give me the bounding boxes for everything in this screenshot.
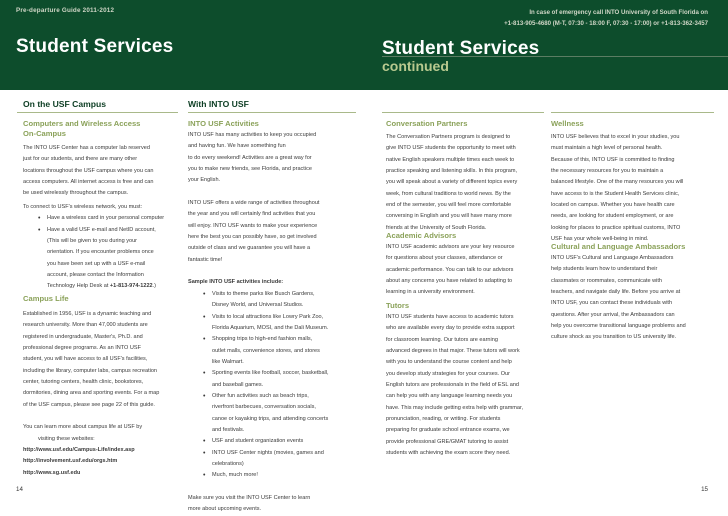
text-line: Established in 1956, USF is a dynamic teaching and bbox=[23, 311, 152, 317]
text-line: with you to understand the course content and help bbox=[386, 359, 512, 366]
text-line: practice speaking and listening skills. In this program, bbox=[386, 168, 518, 175]
bullet-item: • Much, much more! bbox=[188, 470, 364, 481]
text-line: academic performance. You can talk to our advisors bbox=[386, 266, 514, 273]
text-line: must maintain a high level of personal health. bbox=[551, 145, 663, 152]
computers-heading bbox=[23, 119, 140, 139]
bullet-item: • Have a wireless card in your personal computer bbox=[23, 213, 183, 224]
text-line: (This will be given to you during your bbox=[47, 238, 138, 245]
text-line: INTO USF believes that to excel in your studies, you bbox=[551, 134, 680, 140]
text-line: you to make new friends, see Florida, and practice bbox=[188, 166, 312, 173]
emergency-line-2: +1-813-905-4680 (M-T, 07:30 - 18:00 F, 07:30 - 17:00) or +1-813-362-3457 bbox=[504, 20, 708, 27]
text-line: classmates or roommates, communicate with bbox=[551, 277, 662, 284]
bullet-item: • Have a valid USF e-mail and NetID account, bbox=[23, 225, 183, 236]
guide-title: Pre-departure Guide 2011-2012 bbox=[16, 7, 115, 14]
text-line: have access to is the Student Health Services clinic, bbox=[551, 190, 680, 197]
text-line: advanced degrees in that major. These tutors will work bbox=[386, 348, 520, 355]
text-fragment: .) bbox=[152, 283, 157, 290]
computers-heading-line2: On-Campus bbox=[23, 129, 67, 138]
text-line: Because of this, INTO USF is committed to finding bbox=[551, 156, 675, 163]
text-line: just for our students, and there are many other bbox=[23, 156, 138, 163]
text-line: English tutors are professionals in the field of ESL and bbox=[386, 382, 519, 389]
text-line bbox=[23, 281, 183, 292]
section-rule bbox=[382, 112, 544, 113]
text-line: help students learn how to understand their bbox=[551, 266, 658, 273]
tutors-heading: Tutors bbox=[386, 301, 410, 310]
text-line: will enjoy. INTO USF wants to make your experience bbox=[188, 222, 318, 229]
text-line: access computers. All internet access is free and can bbox=[23, 179, 154, 186]
text-line: outside of class and we guarantee you will have a bbox=[188, 245, 311, 252]
campus-life-link[interactable]: http://www.usf.edu/Campus-Life/index.asp bbox=[23, 447, 135, 454]
bullet-item: • Shopping trips to high-end fashion malls, bbox=[188, 334, 364, 345]
text-line: Make sure you visit the INTO USF Center to learn bbox=[188, 495, 311, 501]
text-line: students with achieving the exam score they need. bbox=[386, 450, 511, 457]
text-line: INTO USF academic advisors are your key resource bbox=[386, 244, 515, 250]
text-line: needs, are looking for student employment, or are bbox=[551, 213, 674, 220]
text-line: balanced lifestyle. One of the many resources you will bbox=[551, 179, 684, 186]
text-line: research university. More than 47,000 students are bbox=[23, 322, 148, 329]
wellness-heading: Wellness bbox=[551, 119, 584, 128]
text-line: end of the semester, you will feel more comfortable bbox=[386, 202, 512, 209]
campus-life-heading: Campus Life bbox=[23, 294, 69, 303]
academic-advisors-body bbox=[386, 242, 556, 299]
text-line: located on campus. Whether you have health care bbox=[551, 202, 675, 209]
text-line: fantastic time! bbox=[188, 256, 223, 263]
text-line: culture shock as you transition to US university life. bbox=[551, 334, 677, 341]
text-line: you will speak about a variety of different topics every bbox=[386, 179, 518, 186]
right-page-subtitle: continued bbox=[382, 58, 449, 74]
text-line: you have been set up with a USF e-mail bbox=[47, 260, 146, 267]
help-desk-phone: +1-813-974-1222 bbox=[109, 283, 153, 290]
computers-heading-line1: Computers and Wireless Access bbox=[23, 119, 141, 128]
text-line: week, from cultural traditions to world news. By the bbox=[386, 190, 511, 197]
text-line: registered in undergraduate, Master's, Ph.D. and bbox=[23, 333, 143, 340]
text-line: professional degree programs. As an INTO USF bbox=[23, 345, 141, 352]
computers-body bbox=[23, 143, 183, 200]
section-rule bbox=[551, 112, 714, 113]
text-line: to do every weekend! Activities are a great way for bbox=[188, 154, 312, 161]
text-line: dormitories, dining area and sporting events. For a map bbox=[23, 390, 160, 397]
text-line: INTO USF, you can contact these individuals with bbox=[551, 300, 673, 307]
text-line: provide professional GRE/GMAT tutoring to assist bbox=[386, 438, 509, 445]
tutors-body bbox=[386, 312, 556, 459]
text-line: USF has your whole well-being in mind. bbox=[551, 236, 649, 243]
involvement-link[interactable]: http://involvement.usf.edu/orgs.htm bbox=[23, 458, 118, 465]
sample-activities-heading: Sample INTO USF activities include: bbox=[188, 279, 284, 286]
bullet-item: • Sporting events like football, soccer, basketball, bbox=[188, 368, 364, 379]
text-line: questions. After your arrival, the Ambassadors can bbox=[551, 311, 675, 318]
text-line: friends at the University of South Florida. bbox=[386, 224, 487, 231]
text-line: learning in a university environment. bbox=[386, 289, 475, 296]
text-line: the necessary resources for you to maintain a bbox=[551, 168, 664, 175]
bullet-item: • Other fun activities such as beach trips, bbox=[188, 391, 364, 402]
text-line: INTO USF's Cultural and Language Ambassadors bbox=[551, 255, 674, 261]
text-line: riverfront barbecues, conversation socials, bbox=[212, 404, 316, 411]
text-line: more about upcoming events. bbox=[188, 506, 262, 513]
text-line: your English. bbox=[188, 177, 221, 184]
left-page-title: Student Services bbox=[16, 36, 174, 57]
section-heading-with-into-usf: With INTO USF bbox=[188, 99, 249, 109]
text-line: you develop study strategies for your courses. Our bbox=[386, 370, 510, 377]
text-line: student, you will have access to all USF's facilities, bbox=[23, 356, 148, 363]
text-line: celebrations) bbox=[212, 460, 244, 467]
text-line: native English speakers multiple times each week to bbox=[386, 156, 515, 163]
text-line: Disney World, and Universal Studios. bbox=[212, 302, 304, 309]
activities-body bbox=[188, 130, 364, 516]
text-line: canoe or kayaking trips, and attending concerts bbox=[212, 415, 329, 422]
text-line: To connect to USF's wireless network, you must: bbox=[23, 204, 143, 210]
text-line: The INTO USF Center has a computer lab reserved bbox=[23, 145, 150, 151]
page-number-right: 15 bbox=[701, 486, 708, 493]
text-line: The Conversation Partners program is designed to bbox=[386, 134, 511, 140]
wireless-requirements bbox=[23, 202, 183, 293]
text-line: orientation. If you encounter problems once bbox=[47, 249, 154, 256]
text-line: pronunciation, reading, or writing. For students bbox=[386, 416, 501, 423]
section-rule bbox=[188, 112, 356, 113]
text-line: who are available every day to provide extra support bbox=[386, 325, 515, 332]
section-heading-usf-campus: On the USF Campus bbox=[23, 99, 107, 109]
text-line: You can learn more about campus life at USF by bbox=[23, 424, 143, 431]
text-line: and baseball games. bbox=[212, 381, 264, 388]
right-page-title: Student Services bbox=[382, 38, 540, 59]
text-line: account, please contact the Information bbox=[47, 272, 144, 279]
text-line: help you overcome transitional language problems and bbox=[551, 323, 686, 330]
text-line: for classroom learning. Our tutors are earning bbox=[386, 336, 498, 343]
text-line: here the best you can possibly have, so get involved bbox=[188, 234, 317, 241]
text-line: be used wirelessly throughout the campus. bbox=[23, 190, 129, 197]
ambassadors-body bbox=[551, 253, 723, 344]
ambassadors-heading: Cultural and Language Ambassadors bbox=[551, 242, 686, 251]
conversation-partners-heading: Conversation Partners bbox=[386, 119, 468, 128]
wellness-body bbox=[551, 132, 723, 245]
student-government-link[interactable]: http://www.sg.usf.edu bbox=[23, 469, 81, 476]
text-line: outlet malls, convenience stores, and stores bbox=[212, 347, 320, 354]
text-line: give INTO USF students the opportunity to meet with bbox=[386, 145, 516, 152]
text-line: including the library, computer labs, campus recreation bbox=[23, 367, 158, 374]
text-line: the year and you will certainly find activities that you bbox=[188, 211, 316, 218]
bullet-item: • Visits to theme parks like Busch Gardens, bbox=[188, 289, 364, 300]
text-line: preparing for graduate school entrance exams, we bbox=[386, 427, 510, 434]
text-fragment: Technology Help Desk at bbox=[47, 283, 110, 290]
text-line: and festivals. bbox=[212, 426, 245, 433]
bullet-item: • USF and student organization events bbox=[188, 436, 364, 447]
text-line: INTO USF has many activities to keep you occupied bbox=[188, 132, 317, 138]
text-line: locations throughout the USF campus where you can bbox=[23, 167, 154, 174]
emergency-line-1: In case of emergency call INTO University of South Florida on bbox=[529, 9, 708, 16]
section-rule bbox=[17, 112, 178, 113]
text-line: conversing in English and you will have many more bbox=[386, 213, 512, 220]
text-line: for questions about your classes, attendance or bbox=[386, 255, 503, 262]
emergency-contact bbox=[504, 7, 708, 29]
text-line: INTO USF offers a wide range of activities throughout bbox=[188, 200, 320, 207]
text-line: center, tutoring centers, health clinic, bookstores, bbox=[23, 379, 144, 386]
text-line: can help you with any language learning needs you bbox=[386, 393, 513, 400]
text-line: have. This may include getting extra help with grammar, bbox=[386, 404, 524, 411]
campus-life-body bbox=[23, 309, 183, 479]
conversation-partners-body bbox=[386, 132, 556, 234]
text-line: visiting these websites: bbox=[38, 435, 95, 442]
bullet-item: • Visits to local attractions like Lowry Park Zoo, bbox=[188, 312, 364, 323]
text-line: about any concerns you have related to adapting to bbox=[386, 278, 513, 285]
text-line: looking for places to practice spiritual customs, INTO bbox=[551, 224, 681, 231]
page-header-band bbox=[0, 0, 728, 90]
academic-advisors-heading: Academic Advisors bbox=[386, 231, 457, 240]
text-line: like Walmart. bbox=[212, 358, 244, 365]
text-line: INTO USF students have access to academic tutors bbox=[386, 314, 514, 320]
bullet-item: • INTO USF Center nights (movies, games and bbox=[188, 448, 364, 459]
text-line: of the USF campus, please see page 22 of this guide. bbox=[23, 401, 155, 408]
text-line: Florida Aquarium, MOSI, and the Dali Museum. bbox=[212, 324, 329, 331]
activities-heading: INTO USF Activities bbox=[188, 119, 259, 128]
text-line: teachers, and navigate daily life. Before you arrive at bbox=[551, 289, 681, 296]
text-line: and having fun. We have something fun bbox=[188, 143, 286, 150]
page-number-left: 14 bbox=[16, 486, 23, 493]
